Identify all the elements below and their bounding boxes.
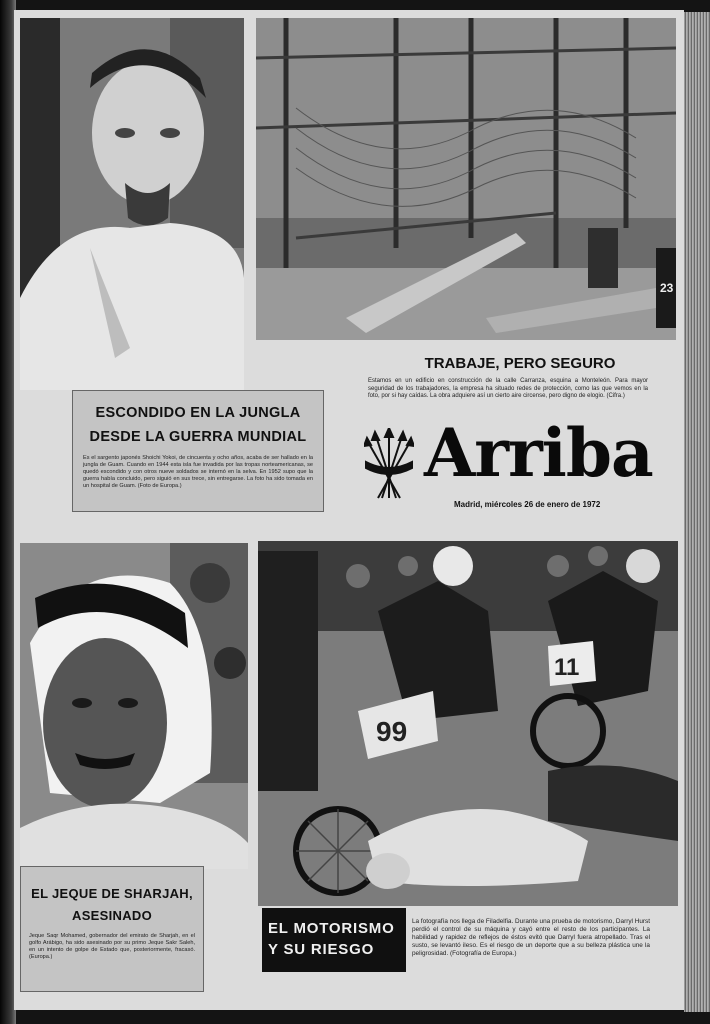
page-stack-edge bbox=[684, 12, 710, 1012]
yoke-and-arrows-emblem bbox=[364, 428, 414, 502]
text-motorismo: La fotografía nos llega de Filadelfia. Durante una prueba de motorismo, Darryl Hurst perdió el control de su máquina y cayó entre el resto de los participantes. La habilidad y rapidez de reflejos de éstos evitó que Darryl fuera atropellado. Tras el susto, se levantó ileso. Es el riesgo de un deporte que a su belleza plástica une la peligrosidad. (Fotografía de Europa.) bbox=[412, 918, 650, 957]
caption-box-motorismo bbox=[262, 908, 406, 972]
caption-box-jeque bbox=[20, 866, 204, 992]
headline-motorismo: EL MOTORISMO Y SU RIESGO bbox=[268, 920, 395, 958]
caption-box-escondido bbox=[72, 390, 324, 512]
photo-construction-site bbox=[256, 18, 676, 340]
headline-trabaje: TRABAJE, PERO SEGURO bbox=[424, 355, 616, 372]
text-jeque: Jeque Saqr Mohamed, gobernador del emirato de Sharjah, en el golfo Arábigo, ha sido asesinado por su primo Jeque Sakr Saleh, en un intento de golpe de Estado que, posteriormente, fracasó. (Europa.) bbox=[29, 933, 195, 960]
headline-jeque: EL JEQUE DE SHARJAH, ASESINADO bbox=[31, 886, 193, 923]
text-trabaje: Estamos en un edificio en construcción de la calle Carranza, esquina a Monteleón. Para mayor seguridad de los trabajadores, la empresa ha situado redes de protección, como las que vemos en la foto, por si hay caídas. La obra adquiere así un cierto aire circense, pero digno de elogio. (Cifra.) bbox=[368, 378, 648, 399]
photo-yokoi-portrait bbox=[20, 18, 244, 390]
photo-motocross-crash bbox=[258, 541, 678, 906]
sheikh-illustration bbox=[20, 543, 248, 869]
portrait-illustration bbox=[20, 18, 244, 390]
masthead-date: Madrid, miércoles 26 de enero de 1972 bbox=[454, 500, 601, 509]
motocross-illustration bbox=[258, 541, 678, 906]
photo-sheikh-portrait bbox=[20, 543, 248, 869]
side-marker-number: 23 bbox=[660, 281, 674, 295]
construction-illustration bbox=[256, 18, 676, 340]
headline-escondido: ESCONDIDO EN LA JUNGLA DESDE LA GUERRA MUNDIAL bbox=[89, 405, 307, 445]
masthead-title: Arriba bbox=[424, 414, 653, 492]
bike-number-99: 99 bbox=[376, 716, 408, 747]
bike-number-11: 11 bbox=[554, 654, 580, 681]
text-escondido: Es el sargento japonés Shoichi Yokoi, de cincuenta y ocho años, acaba de ser hallado en la jungla de Guam. Cuando en 1944 esta isla fue invadida por las tropas norteamericanas, se quedó escondido y con otros nueve soldados se internó en la selva. En 1952 supo que la guerra había concluido, pero siguió en sus trece, sin entregarse. La foto ha sido tomada en un hospital de Guam. (Foto de Europa.) bbox=[83, 455, 313, 489]
